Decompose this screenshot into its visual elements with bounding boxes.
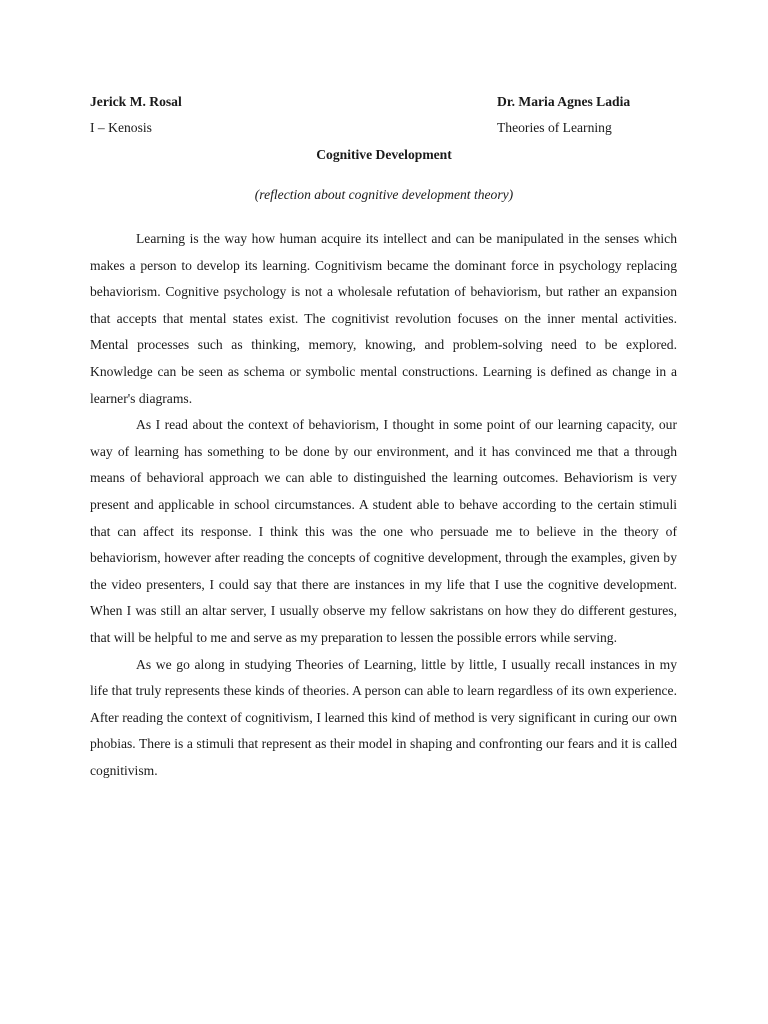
author-name: Jerick M. Rosal [90,94,182,109]
paragraph: Learning is the way how human acquire its intellect and can be manipulated in the senses which makes a person to develop its learning. Cognitivism became the dominant force in psychology replacing behaviorism. Cognitive psychology is not a wholesale refutation of behaviorism, but rather an expansion that accepts that mental states exist. The cognitivist revolution focuses on the inner mental activities. Mental processes such as thinking, memory, knowing, and problem-solving need to be explored. Knowledge can be seen as schema or symbolic mental constructions. Learning is defined as change in a learner's diagrams. [90,231,677,406]
professor-name: Dr. Maria Agnes Ladia [497,94,631,109]
course-name: Theories of Learning [497,120,612,135]
paragraph: As we go along in studying Theories of Learning, little by little, I usually recall instances in my life that truly represents these kinds of theories. A person can able to learn regardless of its own experience. After reading the context of cognitivism, I learned this kind of method is very significant in curing our own phobias. There is a stimuli that represent as their model in shaping and confronting our fears and it is called cognitivism. [90,656,677,778]
document-body [90,226,677,784]
document-title: Cognitive Development [316,147,452,162]
paragraph: As I read about the context of behaviorism, I thought in some point of our learning capacity, our way of learning has something to be done by our environment, and it has convinced me that a through means of behavioral approach we can able to distinguished the learning outcomes. Behaviorism is very present and applicable in school circumstances. A student able to behave according to the certain stimuli that can affect its response. I think this was the one who persuade me to believe in the theory of behaviorism, however after reading the concepts of cognitive development, through the examples, given by the video presenters, I could say that there are instances in my life that I use the cognitive development. When I was still an altar server, I usually observe my fellow sakristans on how they do different gestures, that will be helpful to me and serve as my preparation to lessen the possible errors while serving. [90,417,677,645]
section-name: I – Kenosis [90,120,152,135]
document-subtitle: (reflection about cognitive development theory) [254,187,514,202]
